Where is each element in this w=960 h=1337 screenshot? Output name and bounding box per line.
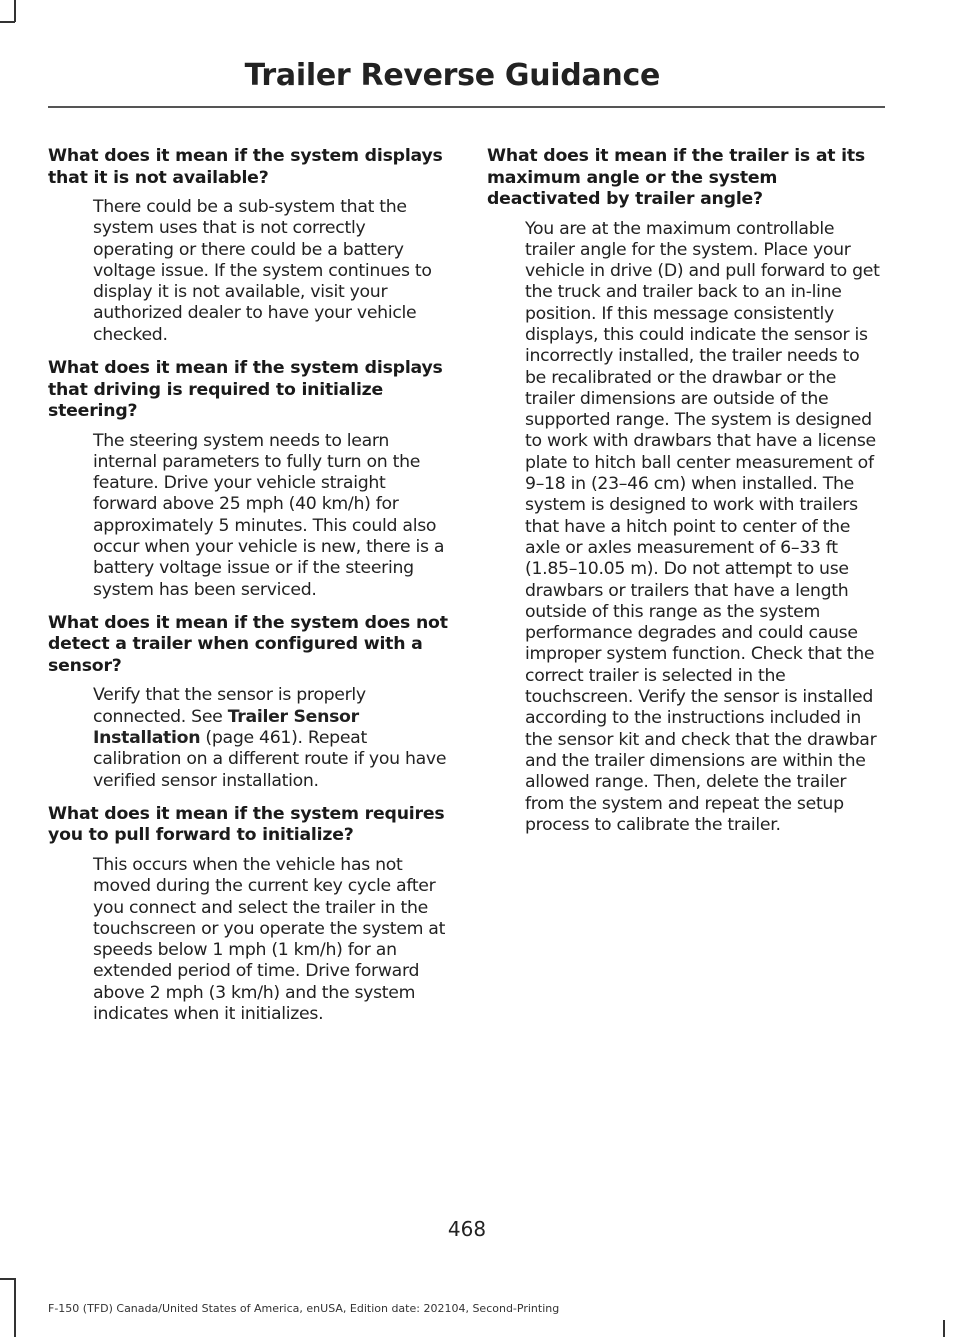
header-rule [48,106,885,108]
faq-item [48,146,448,346]
faq-question: What does it mean if the trailer is at its maximum angle or the system deactivated by trailer angle? [487,146,866,209]
faq-item [487,146,880,836]
faq-question: What does it mean if the system does not detect a trailer when configured with a sensor? [48,612,448,676]
faq-item [48,358,448,601]
edition-footer: F-150 (TFD) Canada/United States of America, enUSA, Edition date: 202104, Second-Printing [48,1302,560,1315]
faq-answer: You are at the maximum controllable trailer angle for the system. Place your vehicle in drive (D) and pull forward to get the truck and trailer back to an in-line position. If this message consistently displays, this could indicate the sensor is incorrectly installed, the trailer needs to be recalibrated or the drawbar or the trailer dimensions are outside of the supported range. The system is designed to work with drawbars that have a license plate to hitch ball center measurement of 9–18 in (23–46 cm) when installed. The system is designed to work with trailers that have a hitch point to center of the axle or axles measurement of 6–33 ft (1.85–10.05 m). Do not attempt to use drawbars or trailers that have a length outside of this range as the system performance degrades and could cause improper system function. Check that the correct trailer is selected in the touchscreen. Verify the sensor is installed according to the instructions included in the sensor kit and check that the drawbar and the trailer dimensions are within the allowed range. Then, delete the trailer from the system and repeat the setup process to calibrate the trailer. [525,218,880,835]
answer-prefix: Verify that the sensor is properly connected. See [93,685,366,727]
page-number: 468 [447,1217,487,1241]
faq-item [48,613,448,792]
crop-mark-top-left-h [0,21,15,23]
faq-item [48,804,448,1025]
faq-answer: This occurs when the vehicle has not moved during the current key cycle after you connect and select the trailer in the touchscreen or you operate the system at speeds below 1 mph (1 km/h) for an extended period of time. Drive forward above 2 mph (3 km/h) and the system indicates when it initializes. [93,854,446,1025]
faq-answer [93,685,448,791]
answer-suffix: (page 461). Repeat calibration on a different route if you have verified sensor installation. [93,728,447,791]
page-title: Trailer Reverse Guidance [244,58,660,93]
crop-mark-bottom-left [14,1278,16,1337]
crop-mark-top-left [14,0,16,22]
faq-question: What does it mean if the system displays that it is not available? [48,146,443,188]
crop-mark-bottom-left-h [0,1278,15,1280]
faq-question: What does it mean if the system requires you to pull forward to initialize? [48,803,445,846]
faq-question: What does it mean if the system displays that driving is required to initialize steering? [48,358,443,422]
cross-reference-link[interactable]: Trailer Sensor Installation [93,706,359,749]
crop-mark-bottom-right [943,1320,945,1337]
faq-answer: There could be a sub-system that the system uses that is not correctly operating or there could be a battery voltage issue. If the system continues to display it is not available, visit your authorized dealer to have your vehicle checked. [93,197,432,345]
right-column [487,146,880,848]
faq-answer: The steering system needs to learn internal parameters to fully turn on the feature. Drive your vehicle straight forward above 25 mph (40 km/h) for approximately 5 minutes. This could also occur when your vehicle is new, there is a battery voltage issue or if the steering system has been serviced. [93,430,445,600]
left-column [48,146,448,1037]
